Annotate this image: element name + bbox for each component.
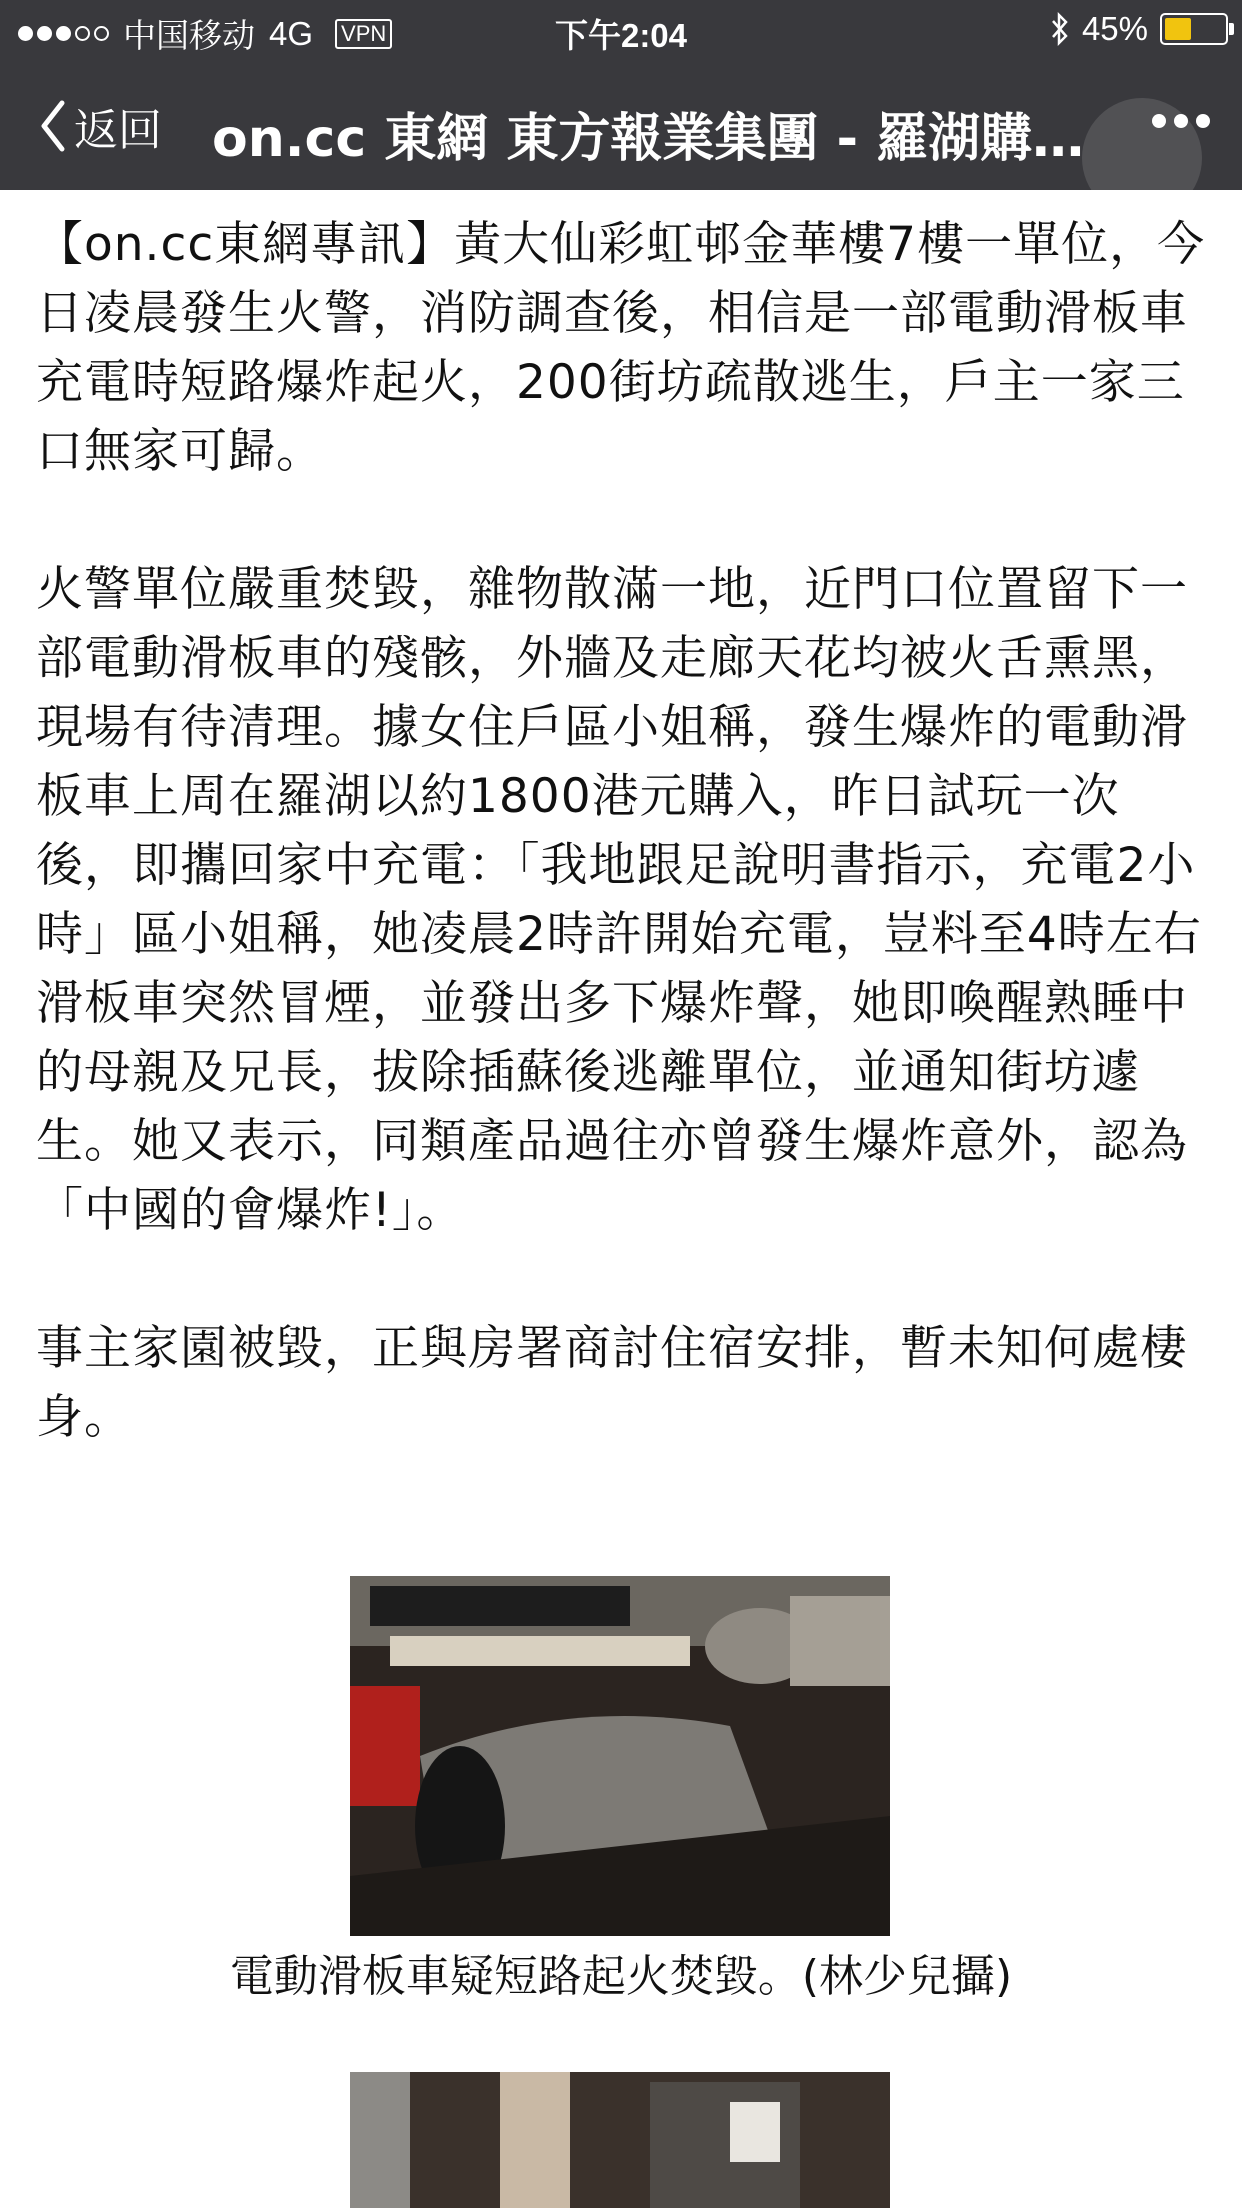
more-button[interactable]: [1152, 114, 1210, 128]
article-paragraph: 事主家園被毀，正與房署商討住宿安排，暫未知何處棲身。: [36, 1321, 1188, 1445]
battery-icon: [1160, 13, 1228, 45]
article-photo-burnt-corridor: [350, 2072, 890, 2208]
vpn-badge: VPN: [335, 19, 392, 49]
article-photo-burnt-scooter: [350, 1576, 890, 1936]
status-bar: [0, 0, 1242, 62]
carrier-label: 中国移动: [123, 17, 255, 54]
chevron-left-icon: [38, 99, 68, 153]
back-button[interactable]: [38, 94, 162, 158]
nav-bar: [0, 62, 1242, 190]
back-label: 返回: [74, 105, 162, 156]
network-label: 4G: [269, 14, 314, 52]
status-right: [1050, 10, 1228, 48]
battery-level: [1165, 18, 1191, 40]
battery-percent: 45%: [1081, 10, 1148, 47]
page-title: on.cc 東網 東方報業集團 - 羅湖購…: [212, 109, 1085, 169]
bluetooth-icon: [1050, 12, 1070, 46]
photo-caption: 電動滑板車疑短路起火焚毀。(林少兒攝): [229, 1951, 1013, 2002]
article-paragraph: 【on.cc東網專訊】黃大仙彩虹邨金華樓7樓一單位，今日凌晨發生火警，消防調查後，相信是一部電動滑板車充電時短路爆炸起火，200街坊疏散逃生，戶主一家三口無家可歸。: [36, 217, 1206, 479]
article-body: [36, 210, 1206, 1521]
article-paragraph: 火警單位嚴重焚毀，雜物散滿一地，近門口位置留下一部電動滑板車的殘骸，外牆及走廊天花均被火舌熏黑，現場有待清理。據女住戶區小姐稱，發生爆炸的電動滑板車上周在羅湖以約1800港元購入，昨日試玩一次後，即攜回家中充電：「我地跟足說明書指示，充電2小時」區小姐稱，她凌晨2時許開始充電，豈料至4時左右滑板車突然冒煙，並發出多下爆炸聲，她即喚醒熟睡中的母親及兄長，拔除插蘇後逃離單位，並通知街坊遽生。她又表示，同類產品過往亦曾發生爆炸意外，認為「中國的會爆炸!」。: [36, 562, 1202, 1238]
status-time: 下午2:04: [554, 17, 688, 54]
more-dot: [1196, 114, 1210, 128]
